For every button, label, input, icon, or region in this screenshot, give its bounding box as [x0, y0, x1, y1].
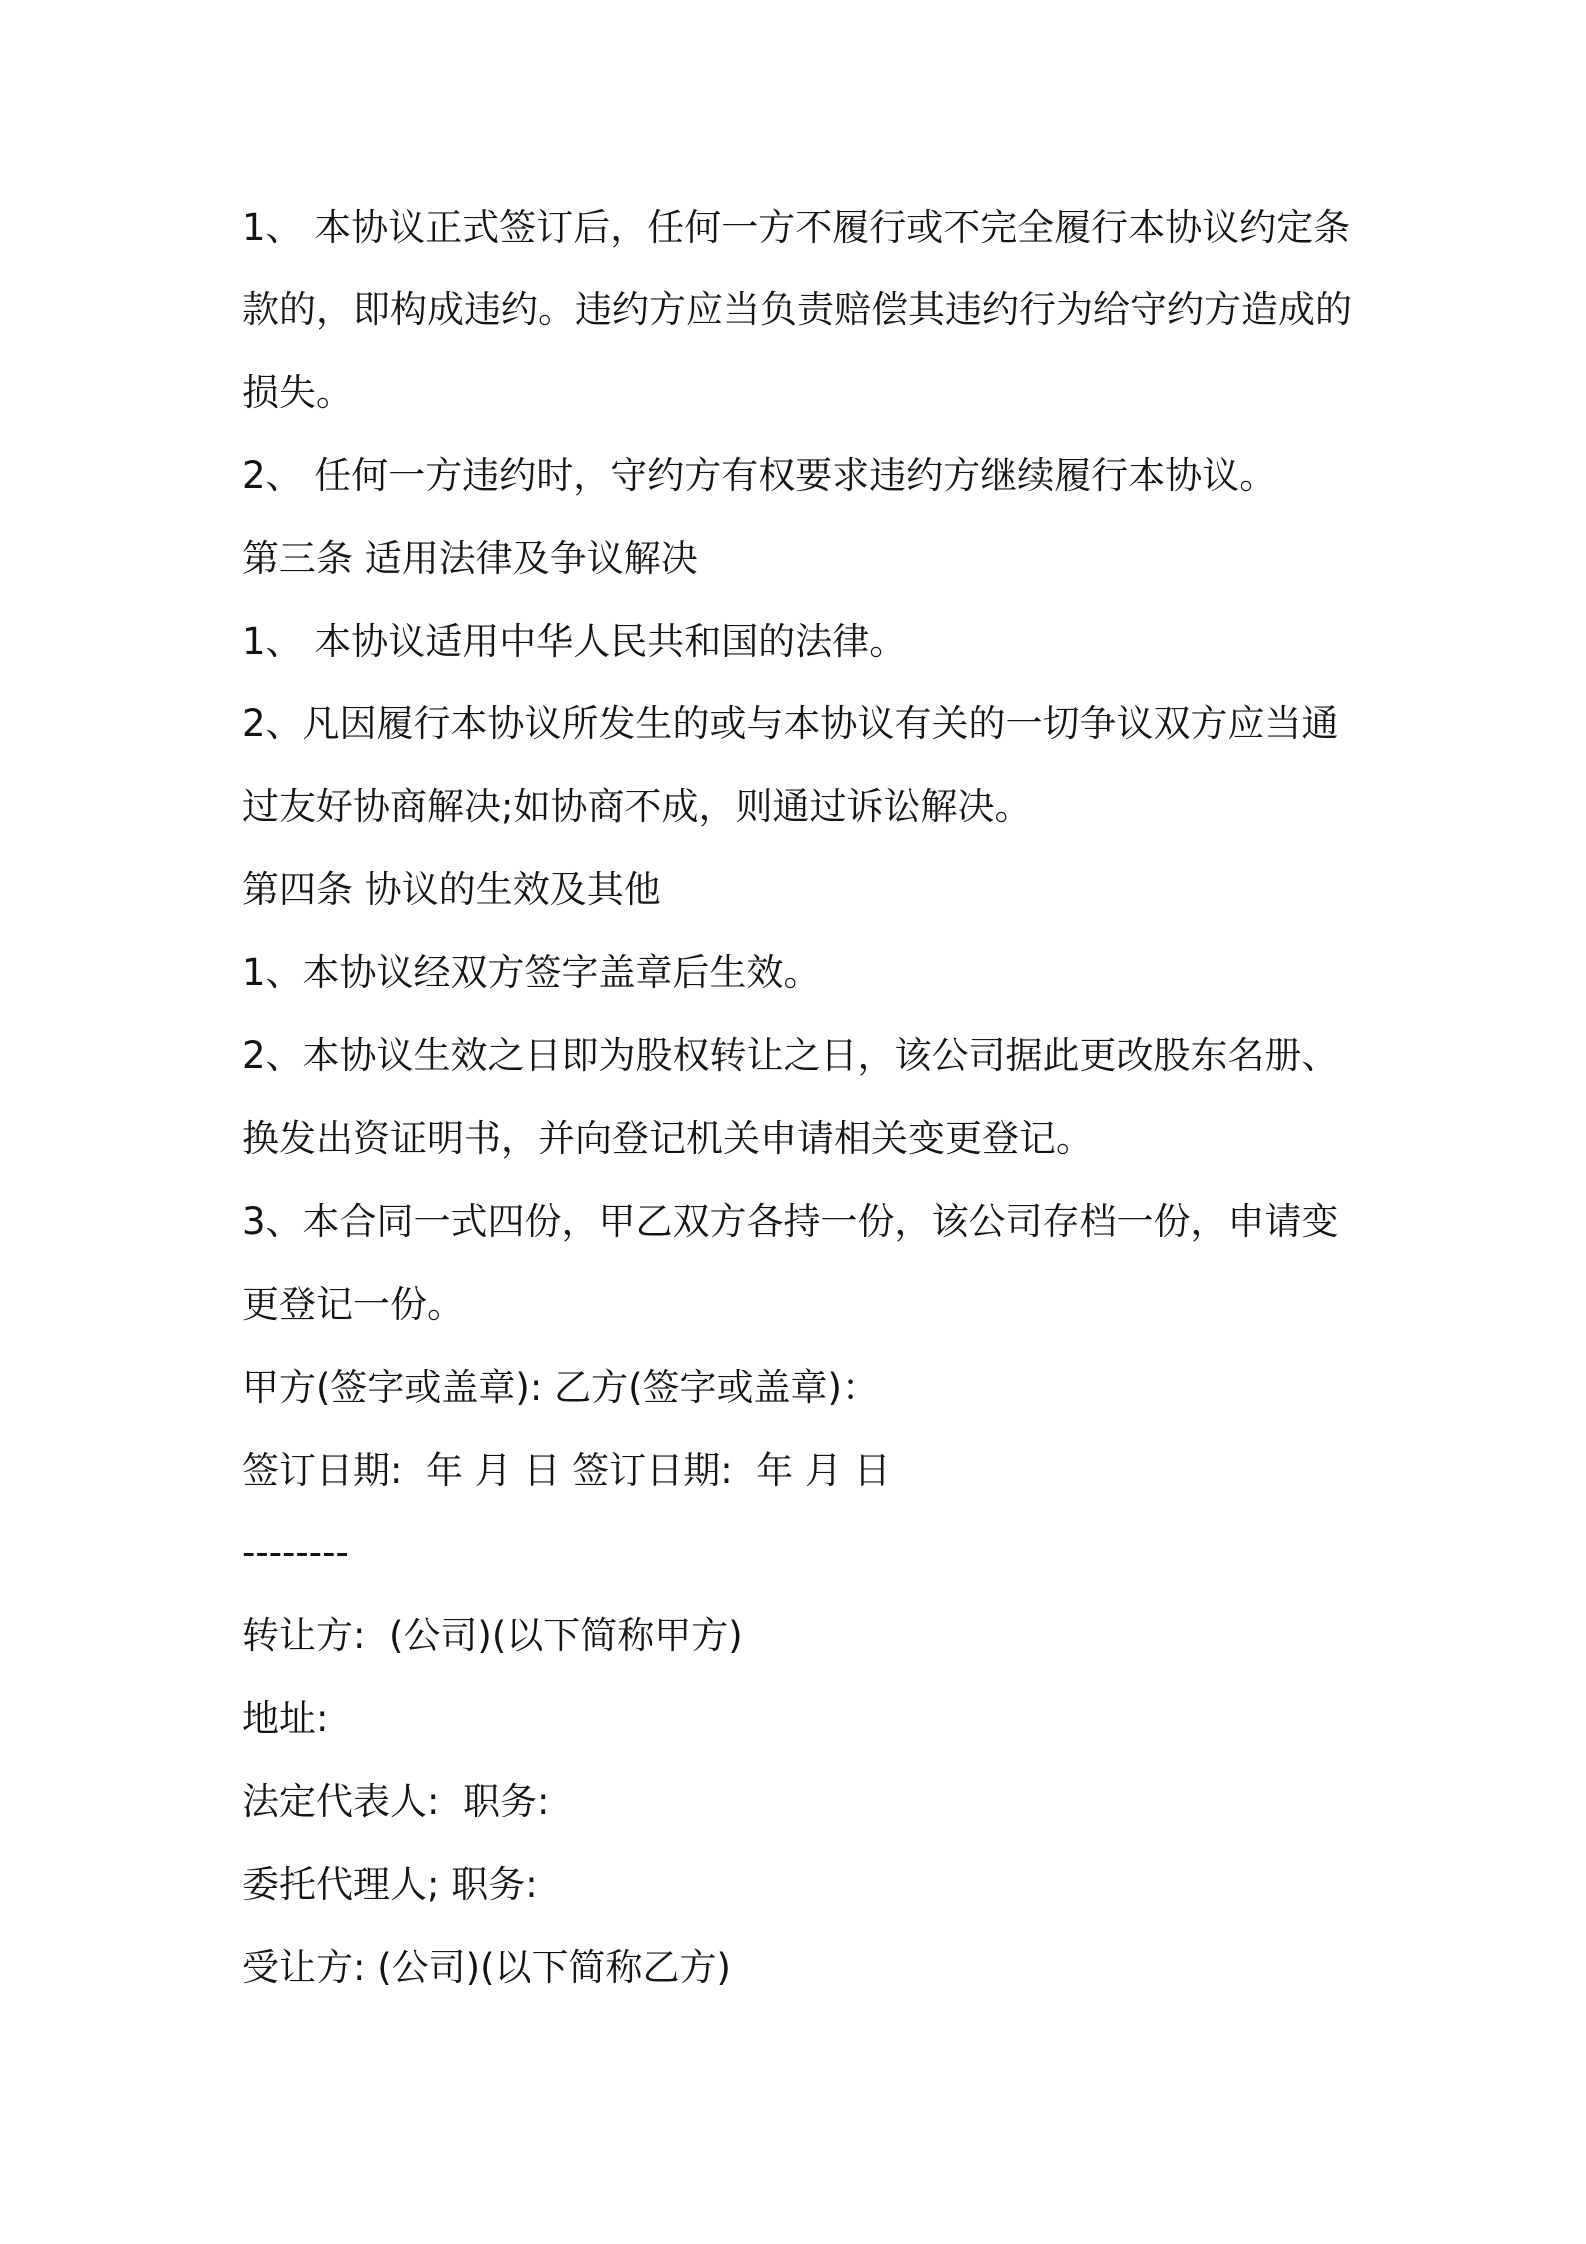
- clause-effect-3-line-2: 更登记一份。: [242, 1283, 464, 1326]
- legal-representative-line: 法定代表人: 职务:: [242, 1780, 550, 1823]
- transferee-line: 受让方: (公司)(以下简称乙方): [242, 1946, 731, 1989]
- clause-dispute-2-line-2: 过友好协商解决;如协商不成，则通过诉讼解决。: [242, 785, 1032, 828]
- clause-breach-1-line-1: 1、 本协议正式签订后，任何一方不履行或不完全履行本协议约定条: [242, 206, 1351, 249]
- transferor-line: 转让方: (公司)(以下简称甲方): [242, 1614, 743, 1657]
- clause-breach-1-line-3: 损失。: [242, 371, 353, 414]
- authorized-agent-line: 委托代理人; 职务:: [242, 1863, 538, 1906]
- article-3-heading: 第三条 适用法律及争议解决: [242, 537, 698, 580]
- clause-law-1: 1、 本协议适用中华人民共和国的法律。: [242, 620, 907, 663]
- signature-parties: 甲方(签字或盖章): 乙方(签字或盖章)：: [242, 1366, 879, 1409]
- clause-effect-2-line-2: 换发出资证明书，并向登记机关申请相关变更登记。: [242, 1117, 1093, 1160]
- article-4-heading: 第四条 协议的生效及其他: [242, 868, 661, 911]
- address-line: 地址:: [242, 1697, 329, 1740]
- clause-effect-3-line-1: 3、本合同一式四份，甲乙双方各持一份，该公司存档一份，申请变: [242, 1200, 1339, 1243]
- signing-dates: 签订日期: 年 月 日 签订日期: 年 月 日: [242, 1449, 891, 1492]
- clause-breach-1-line-2: 款的，即构成违约。违约方应当负责赔偿其违约行为给守约方造成的: [242, 288, 1352, 331]
- clause-effect-1: 1、本协议经双方签字盖章后生效。: [242, 951, 821, 994]
- clause-effect-2-line-1: 2、本协议生效之日即为股权转让之日，该公司据此更改股东名册、: [242, 1034, 1339, 1077]
- clause-breach-2: 2、 任何一方违约时，守约方有权要求违约方继续履行本协议。: [242, 454, 1277, 497]
- clause-dispute-2-line-1: 2、凡因履行本协议所发生的或与本协议有关的一切争议双方应当通: [242, 702, 1339, 745]
- section-divider: --------: [242, 1531, 349, 1574]
